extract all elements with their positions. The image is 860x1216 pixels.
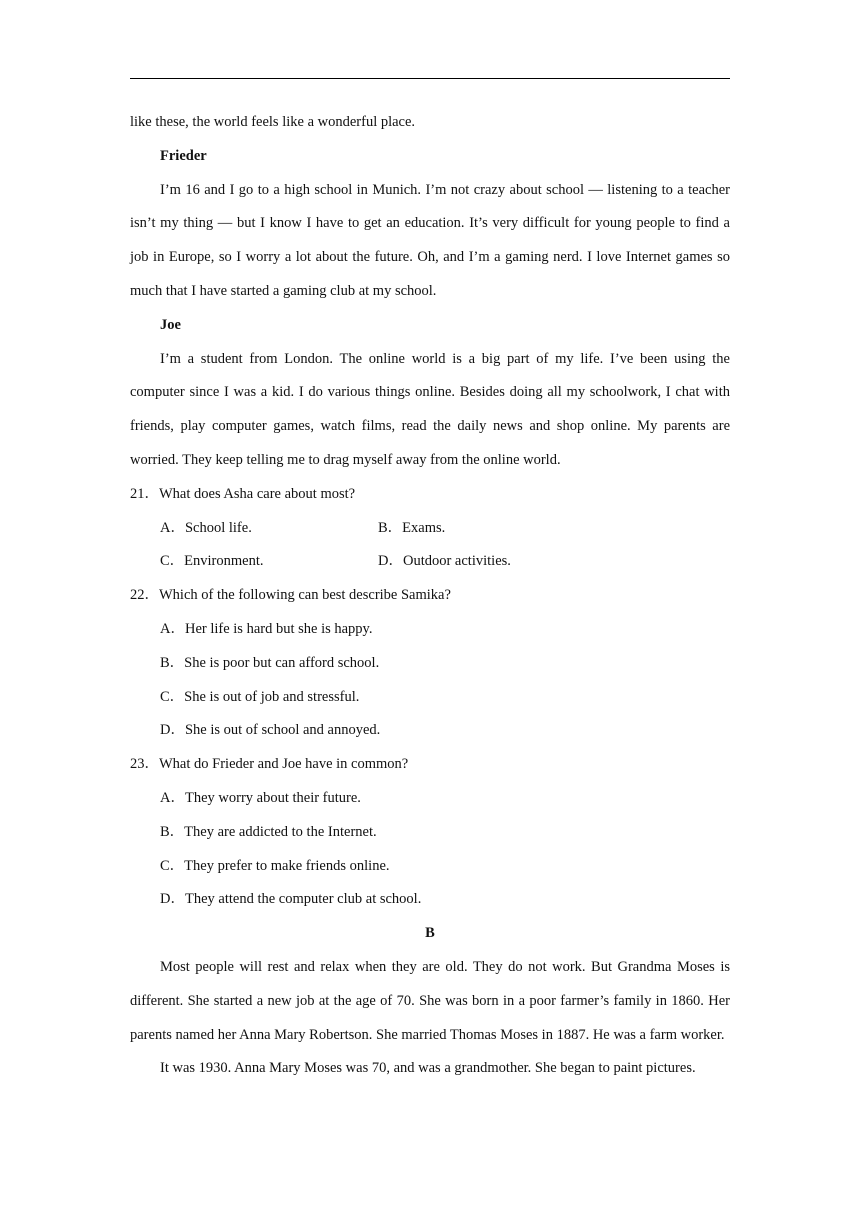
question-stem: What does Asha care about most? (159, 485, 356, 502)
section-b-title: B (425, 925, 435, 942)
question-number: 22． (130, 587, 159, 604)
frieder-paragraph: I’m 16 and I go to a high school in Munich. I’m not crazy about school — listening to a teacher isn’t my thing — but I know I have to get an education. It’s very difficult for young people to find a job in Europe, so I worry a lot about the future. Oh, and I’m a gaming nerd. I love Internet games so much that I have started a gaming club at my school. (130, 181, 730, 299)
option-b[interactable]: B．She is poor but can afford school. (160, 654, 380, 671)
option-a[interactable]: A．Her life is hard but she is happy. (160, 620, 373, 637)
question-number: 21． (130, 485, 159, 502)
option-c[interactable]: C．Environment. (160, 553, 264, 570)
joe-paragraph: I’m a student from London. The online world is a big part of my life. I’ve been using the computer since I was a kid. I do various things online. Besides doing all my schoolwork, I chat with friends, play computer games, watch films, read the daily news and shop online. My parents are worried. They keep telling me to drag myself away from the online world. (130, 350, 730, 468)
option-a[interactable]: A．They worry about their future. (160, 789, 361, 806)
question-stem: Which of the following can best describe Samika? (159, 587, 451, 604)
option-d[interactable]: D．She is out of school and annoyed. (160, 722, 381, 739)
question-number: 23． (130, 756, 159, 773)
passage-b-paragraph-2: It was 1930. Anna Mary Moses was 70, and was a grandmother. She began to paint pictures. (160, 1060, 696, 1077)
document-content (130, 106, 730, 1086)
question-23-options (130, 782, 730, 917)
option-row (160, 545, 730, 579)
option-row (160, 512, 730, 546)
question-21 (130, 478, 730, 512)
question-22-options (130, 613, 730, 748)
question-22 (130, 579, 730, 613)
option-b[interactable]: B．They are addicted to the Internet. (160, 823, 377, 840)
option-c[interactable]: C．They prefer to make friends online. (160, 857, 390, 874)
document-page (130, 0, 730, 1216)
question-stem: What do Frieder and Joe have in common? (159, 756, 409, 773)
option-a[interactable]: A．School life. (160, 519, 252, 536)
option-d[interactable]: D．They attend the computer club at school. (160, 891, 422, 908)
question-21-options (130, 512, 730, 580)
question-23 (130, 748, 730, 782)
passage-a-continuation: like these, the world feels like a wonderful place. (130, 114, 416, 130)
frieder-heading: Frieder (160, 147, 207, 164)
option-b[interactable]: B．Exams. (378, 519, 446, 536)
joe-heading: Joe (160, 316, 181, 333)
option-c[interactable]: C．She is out of job and stressful. (160, 688, 360, 705)
header-rule (130, 78, 730, 79)
option-d[interactable]: D．Outdoor activities. (378, 553, 511, 570)
passage-b-paragraph-1: Most people will rest and relax when they are old. They do not work. But Grandma Moses is different. She started a new job at the age of 70. She was born in a poor farmer’s family in 1860. Her parents named her Anna Mary Robertson. She married Thomas Moses in 1887. He was a farm worker. (130, 958, 730, 1043)
